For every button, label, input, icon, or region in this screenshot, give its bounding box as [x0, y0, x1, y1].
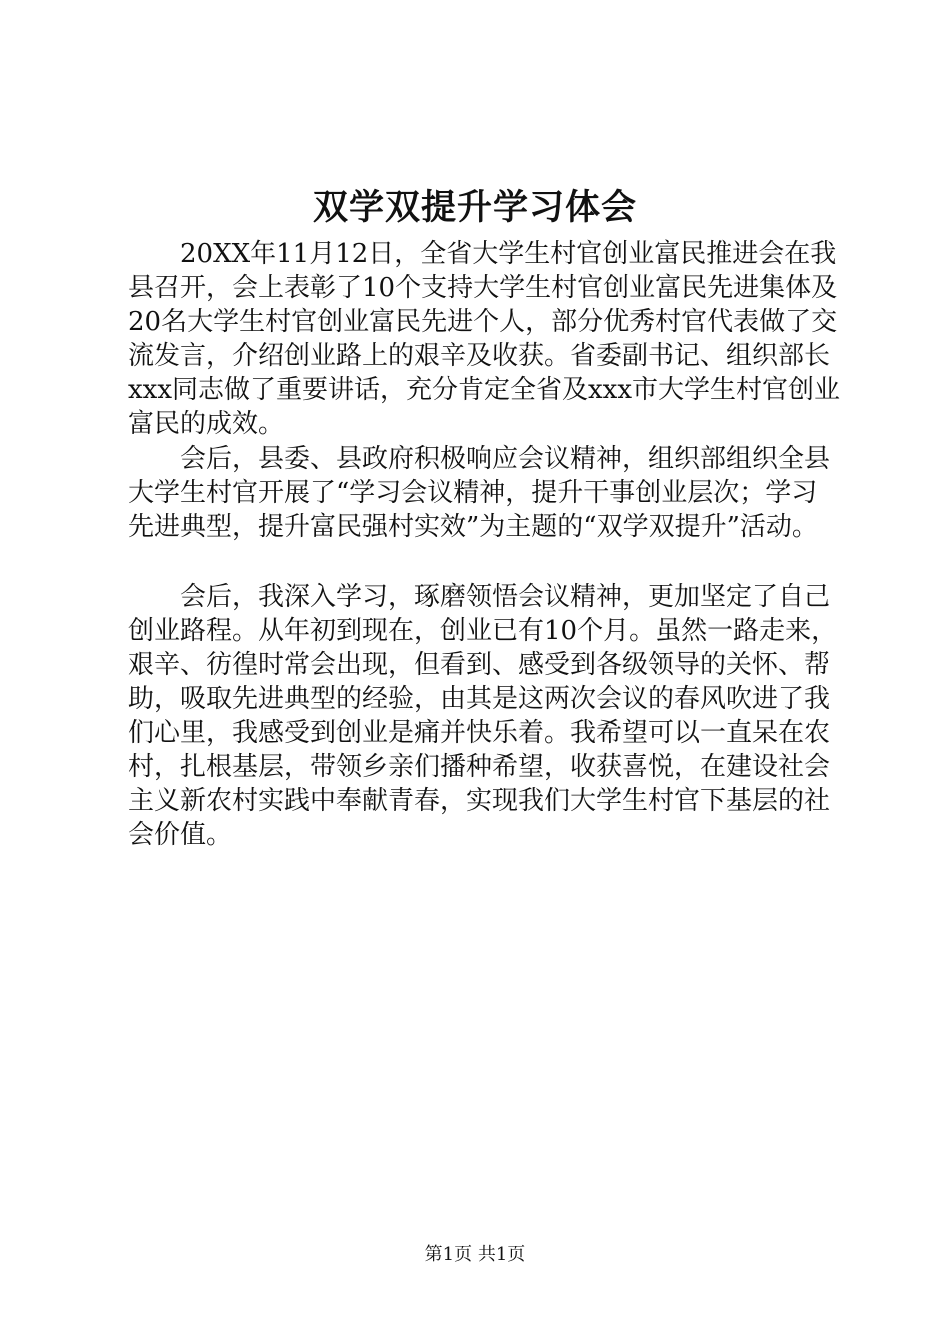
paragraph-line: 县召开，会上表彰了10个支持大学生村官创业富民先进集体及 [128, 273, 838, 303]
paragraph-line: 20XX年11月12日，全省大学生村官创业富民推进会在我 [128, 239, 837, 269]
paragraph-line: 流发言，介绍创业路上的艰辛及收获。省委副书记、组织部长 [128, 341, 831, 371]
document-title: 双学双提升学习体会 [312, 187, 637, 228]
paragraph-line: 20名大学生村官创业富民先进个人，部分优秀村官代表做了交 [128, 307, 838, 337]
paragraph-line: 会后，县委、县政府积极响应会议精神，组织部组织全县 [128, 444, 831, 474]
page-footer: 第1页 共1页 [424, 1244, 526, 1265]
paragraph-line: 艰辛、彷徨时常会出现，但看到、感受到各级领导的关怀、帮 [128, 650, 831, 680]
paragraph-line: 们心里，我感受到创业是痛并快乐着。我希望可以一直呆在农 [128, 718, 831, 748]
paragraph-line: 会价值。 [128, 820, 233, 850]
paragraph-line: 先进典型，提升富民强村实效”为主题的“双学双提升”活动。 [128, 512, 818, 542]
paragraph-line: 大学生村官开展了“学习会议精神，提升干事创业层次；学习 [128, 478, 818, 508]
paragraph-line: 会后，我深入学习，琢磨领悟会议精神，更加坚定了自己 [128, 582, 831, 612]
paragraph-line: 富民的成效。 [128, 409, 285, 439]
paragraph-line: 助，吸取先进典型的经验，由其是这两次会议的春风吹进了我 [128, 684, 831, 714]
paragraph-line: 创业路程。从年初到现在，创业已有10个月。虽然一路走来， [128, 616, 838, 646]
paragraph-line: xxx同志做了重要讲话，充分肯定全省及xxx市大学生村官创业 [128, 375, 840, 405]
paragraph-line: 村，扎根基层，带领乡亲们播种希望，收获喜悦，在建设社会 [128, 752, 831, 782]
paragraph-line: 主义新农村实践中奉献青春，实现我们大学生村官下基层的社 [128, 786, 831, 816]
